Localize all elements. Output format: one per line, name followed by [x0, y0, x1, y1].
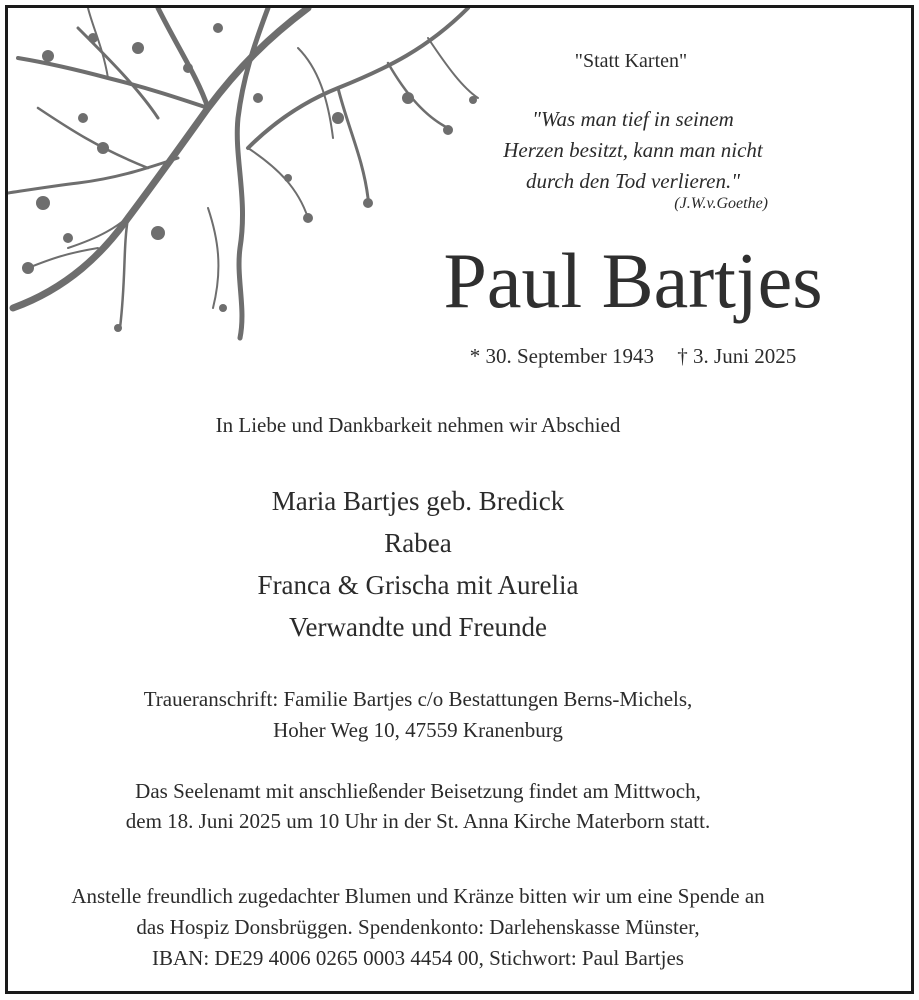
deceased-name: Paul Bartjes: [443, 237, 823, 324]
obituary-frame: [5, 5, 914, 994]
mourning-address: [68, 684, 768, 746]
mourner-name: Maria Bartjes geb. Bredick: [271, 486, 565, 516]
address-line: Traueranschrift: Familie Bartjes c/o Bestattungen Berns-Michels,: [143, 687, 693, 711]
mourner-name: Verwandte und Freunde: [289, 612, 547, 642]
death-date: † 3. Juni 2025: [677, 344, 797, 368]
quote-line: "Was man tief in seinem: [532, 107, 734, 131]
quote-author: (J.W.v.Goethe): [674, 195, 768, 212]
donation-line: IBAN: DE29 4006 0265 0003 4454 00, Stichwort: Paul Bartjes: [152, 946, 684, 970]
address-line: Hoher Weg 10, 47559 Kranenburg: [273, 718, 563, 742]
farewell-line: In Liebe und Dankbarkeit nehmen wir Abschied: [215, 413, 621, 437]
mourners-list: [168, 480, 668, 648]
life-dates: [428, 344, 838, 369]
donation-line: das Hospiz Donsbrüggen. Spendenkonto: Darlehenskasse Münster,: [136, 915, 700, 939]
service-line: dem 18. Juni 2025 um 10 Uhr in der St. Anna Kirche Materborn statt.: [125, 809, 711, 833]
quote-line: durch den Tod verlieren.": [525, 169, 741, 193]
funeral-service-notice: [68, 776, 768, 836]
donation-request: [18, 881, 818, 974]
tree-branches-illustration: [8, 8, 488, 348]
donation-line: Anstelle freundlich zugedachter Blumen und Kränze bitten wir um eine Spende an: [71, 884, 765, 908]
statt-karten-heading: "Statt Karten": [574, 50, 688, 72]
goethe-quote: [463, 104, 803, 197]
quote-line: Herzen besitzt, kann man nicht: [503, 138, 763, 162]
birth-date: * 30. September 1943: [469, 344, 655, 368]
mourner-name: Rabea: [384, 528, 452, 558]
mourner-name: Franca & Grischa mit Aurelia: [257, 570, 579, 600]
service-line: Das Seelenamt mit anschließender Beisetzung findet am Mittwoch,: [135, 779, 701, 803]
